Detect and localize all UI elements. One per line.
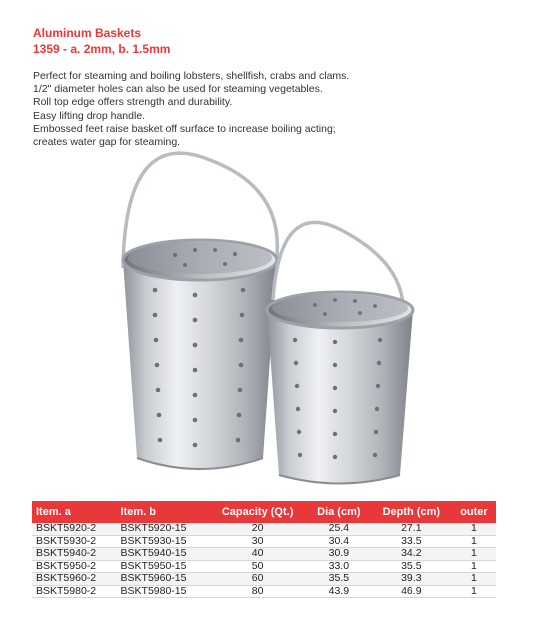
table-row bbox=[32, 548, 496, 561]
header-depth: Depth (cm) bbox=[371, 501, 452, 523]
small-basket bbox=[267, 292, 413, 484]
cell-item-a: BSKT5960-2 bbox=[32, 573, 117, 586]
cell-dia: 30.9 bbox=[307, 548, 371, 561]
cell-capacity: 40 bbox=[208, 548, 307, 561]
spec-table bbox=[32, 501, 496, 598]
table-row bbox=[32, 560, 496, 573]
feature-item: creates water gap for steaming. bbox=[33, 136, 181, 149]
cell-item-b: BSKT5940-15 bbox=[117, 548, 209, 561]
cell-dia: 35.5 bbox=[307, 573, 371, 586]
feature-item: Embossed feet raise basket off surface to increase boiling acting; bbox=[33, 122, 336, 135]
cell-item-b: BSKT5920-15 bbox=[117, 523, 209, 535]
feature-item: Perfect for steaming and boiling lobsters, shellfish, crabs and clams. bbox=[33, 70, 350, 82]
table-row bbox=[32, 535, 496, 548]
product-title: Aluminum Baskets bbox=[33, 26, 142, 40]
table-row bbox=[32, 585, 496, 598]
cell-capacity: 60 bbox=[208, 573, 307, 586]
cell-depth: 33.5 bbox=[371, 535, 452, 548]
cell-depth: 35.5 bbox=[371, 560, 452, 573]
cell-capacity: 20 bbox=[208, 523, 307, 535]
feature-list bbox=[33, 70, 433, 149]
table-row bbox=[32, 523, 496, 535]
header-capacity: Capacity (Qt.) bbox=[208, 501, 307, 523]
table-row bbox=[32, 573, 496, 586]
cell-dia: 33.0 bbox=[307, 560, 371, 573]
cell-dia: 43.9 bbox=[307, 585, 371, 598]
header-dia: Dia (cm) bbox=[307, 501, 371, 523]
cell-item-a: BSKT5920-2 bbox=[32, 523, 117, 535]
cell-outer: 1 bbox=[452, 573, 496, 586]
cell-depth: 34.2 bbox=[371, 548, 452, 561]
cell-item-a: BSKT5940-2 bbox=[32, 548, 117, 561]
cell-item-a: BSKT5980-2 bbox=[32, 585, 117, 598]
header-item-a: Item. a bbox=[32, 501, 117, 523]
product-photo bbox=[95, 150, 435, 495]
cell-outer: 1 bbox=[452, 548, 496, 561]
cell-dia: 30.4 bbox=[307, 535, 371, 548]
cell-capacity: 80 bbox=[208, 585, 307, 598]
cell-item-b: BSKT5950-15 bbox=[117, 560, 209, 573]
spec-table-header bbox=[32, 501, 496, 523]
cell-depth: 27.1 bbox=[371, 523, 452, 535]
cell-item-a: BSKT5950-2 bbox=[32, 560, 117, 573]
feature-item: Roll top edge offers strength and durability. bbox=[33, 96, 233, 109]
cell-item-b: BSKT5960-15 bbox=[117, 573, 209, 586]
cell-outer: 1 bbox=[452, 523, 496, 535]
cell-capacity: 30 bbox=[208, 535, 307, 548]
cell-item-b: BSKT5930-15 bbox=[117, 535, 209, 548]
feature-item: Easy lifting drop handle. bbox=[33, 109, 146, 122]
cell-dia: 25.4 bbox=[307, 523, 371, 535]
header-outer: outer bbox=[452, 501, 496, 523]
cell-depth: 39.3 bbox=[371, 573, 452, 586]
cell-outer: 1 bbox=[452, 560, 496, 573]
cell-outer: 1 bbox=[452, 535, 496, 548]
cell-outer: 1 bbox=[452, 585, 496, 598]
feature-item: 1/2" diameter holes can also be used for steaming vegetables. bbox=[33, 83, 323, 96]
large-basket bbox=[123, 240, 277, 469]
cell-item-b: BSKT5980-15 bbox=[117, 585, 209, 598]
cell-capacity: 50 bbox=[208, 560, 307, 573]
product-subtitle: 1359 - a. 2mm, b. 1.5mm bbox=[33, 42, 171, 56]
header-item-b: Item. b bbox=[117, 501, 209, 523]
cell-item-a: BSKT5930-2 bbox=[32, 535, 117, 548]
cell-depth: 46.9 bbox=[371, 585, 452, 598]
